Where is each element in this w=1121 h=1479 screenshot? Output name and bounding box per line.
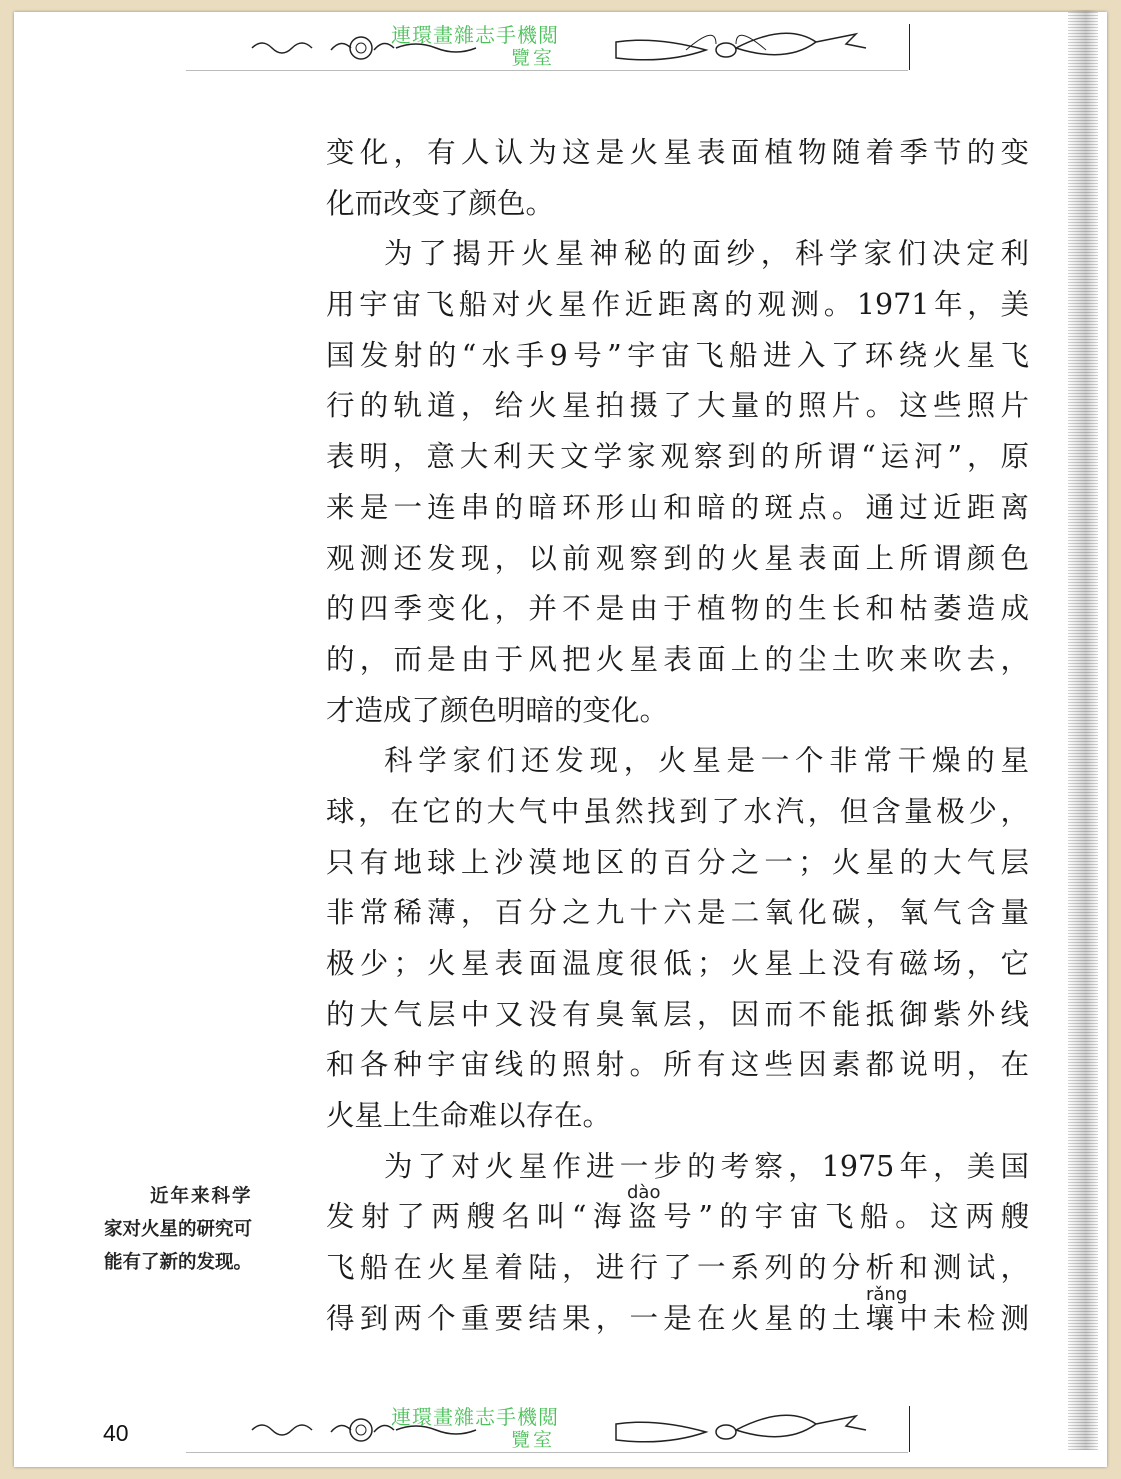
side-note-line: 能有了新的发现。 xyxy=(104,1252,253,1273)
scan-edge-shadow xyxy=(1068,10,1098,1450)
text-line: 科学家们还发现，火星是一个非常干燥的星 xyxy=(384,744,1029,778)
text-line: 国发射的“水手9号”宇宙飞船进入了环绕火星飞 xyxy=(326,338,1029,372)
text-line: 和各种宇宙线的照射。所有这些因素都说明，在 xyxy=(326,1048,1029,1082)
page-number: 40 xyxy=(103,1420,129,1446)
text-line: 极少；火星表面温度很低；火星上没有磁场，它 xyxy=(326,947,1029,980)
text-line: 才造成了颜色明暗的变化。 xyxy=(326,693,669,727)
text-line: 非常稀薄，百分之九十六是二氧化碳，氧气含量 xyxy=(326,896,1029,930)
text-line: 发射了两艘名叫“海盗号”的宇宙飞船。这两艘 xyxy=(326,1200,1029,1234)
pinyin-annotation-dao: dào xyxy=(627,1182,661,1203)
text-line: 球，在它的大气中虽然找到了水汽，但含量极少， xyxy=(326,794,1029,828)
text-line: 来是一连串的暗环形山和暗的斑点。通过近距离 xyxy=(326,490,1029,524)
banner-divider xyxy=(909,1406,910,1452)
banner-divider xyxy=(909,24,910,70)
text-line: 观测还发现，以前观察到的火星表面上所谓颜色 xyxy=(326,541,1029,575)
side-note-line: 近年来科学 xyxy=(150,1186,253,1207)
text-line: 表明，意大利天文学家观察到的所谓“运河”，原 xyxy=(326,440,1029,474)
text-line: 为了揭开火星神秘的面纱，科学家们决定利 xyxy=(384,237,1029,271)
pinyin-annotation-rang: rǎng xyxy=(866,1284,908,1305)
side-note xyxy=(104,1180,274,1279)
text-line: 的大气层中又没有臭氧层，因而不能抵御紫外线 xyxy=(326,997,1029,1031)
text-line: 火星上生命难以存在。 xyxy=(326,1099,612,1133)
text-line: 变化，有人认为这是火星表面植物随着季节的变 xyxy=(326,136,1029,169)
text-line: 只有地球上沙漠地区的百分之一；火星的大气层 xyxy=(326,845,1029,879)
header-banner xyxy=(186,24,908,71)
text-line: 飞船在火星着陆，进行了一系列的分析和测试， xyxy=(326,1251,1029,1285)
text-line: 用宇宙飞船对火星作近距离的观测。1971年，美 xyxy=(326,288,1029,322)
banner-title-line2: 覽室 xyxy=(511,47,556,69)
text-line: 的，而是由于风把火星表面上的尘土吹来吹去， xyxy=(326,642,1029,676)
text-line: 化而改变了颜色。 xyxy=(326,186,555,220)
side-note-line: 家对火星的研究可 xyxy=(104,1219,253,1240)
text-line: 得到两个重要结果，一是在火星的土壤中未检测 xyxy=(326,1301,1029,1335)
banner-title-line1: 連環畫雜志手機閲 xyxy=(391,1405,559,1429)
body-text xyxy=(326,138,1029,1355)
text-line: 为了对火星作进一步的考察，1975年，美国 xyxy=(384,1149,1029,1183)
banner-title-line1: 連環畫雜志手機閲 xyxy=(391,23,559,47)
text-line: 行的轨道，给火星拍摄了大量的照片。这些照片 xyxy=(326,389,1029,423)
footer-banner xyxy=(186,1406,908,1453)
banner-title-line2: 覽室 xyxy=(511,1429,556,1451)
text-line: 的四季变化，并不是由于植物的生长和枯萎造成 xyxy=(326,592,1029,626)
